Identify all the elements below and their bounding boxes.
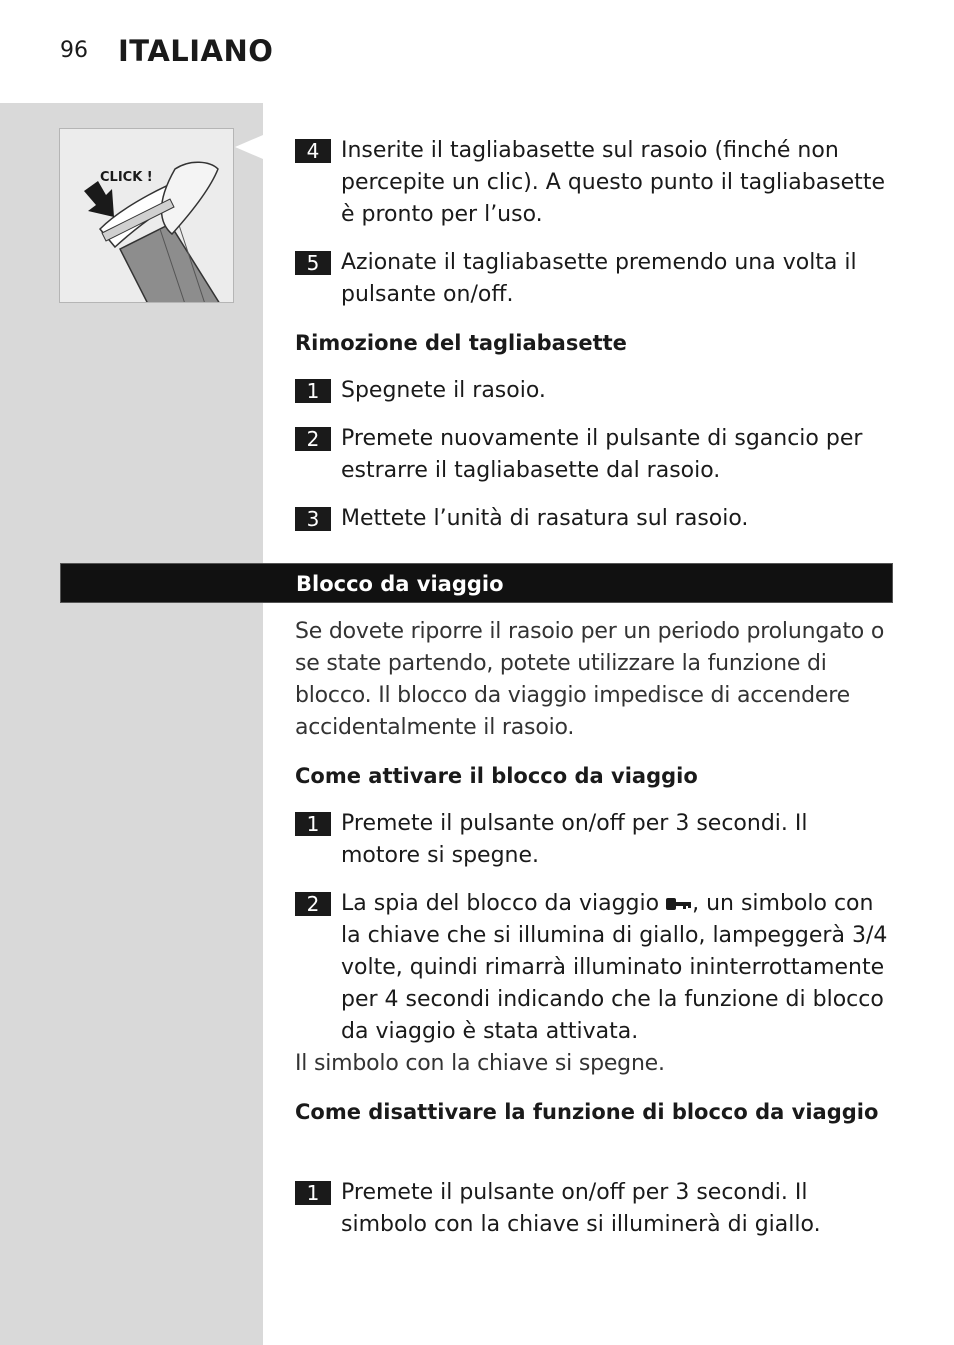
step-number: 1 xyxy=(295,379,331,403)
subheading-removal: Rimozione del tagliabasette xyxy=(295,331,627,355)
shaver-illustration xyxy=(59,128,234,303)
step-item xyxy=(295,1177,893,1241)
step-text: Mettete l’unità di rasatura sul rasoio. xyxy=(341,506,749,531)
step-number: 5 xyxy=(295,251,331,275)
subheading-activate: Come attivare il blocco da viaggio xyxy=(295,764,698,788)
step-text: Azionate il tagliabasette premendo una volta il pulsante on/off. xyxy=(341,250,857,307)
subheading-deactivate: Come disattivare la funzione di blocco da viaggio xyxy=(295,1100,879,1124)
page-number: 96 xyxy=(60,38,88,63)
step-number: 1 xyxy=(295,812,331,836)
step-item xyxy=(295,423,893,487)
language-heading: ITALIANO xyxy=(118,34,274,68)
step-number: 2 xyxy=(295,892,331,916)
step-number: 1 xyxy=(295,1181,331,1205)
step-number: 4 xyxy=(295,139,331,163)
step-text-part: , un simbolo con la chiave che si illumina di giallo, lampeggerà 3/4 volte, quindi rimarrà illuminato ininterrottamente per 4 secondi indicando che la funzione di blocco da viaggio è stata attivata. xyxy=(341,891,888,1044)
step-text: Premete nuovamente il pulsante di sgancio per estrarre il tagliabasette dal rasoio. xyxy=(341,426,863,483)
step-number: 3 xyxy=(295,507,331,531)
step-text: Inserite il tagliabasette sul rasoio (finché non percepite un clic). A questo punto il tagliabasette è pronto per l’uso. xyxy=(341,138,885,227)
step-item xyxy=(295,503,893,535)
key-icon xyxy=(666,897,692,911)
step-text: Premete il pulsante on/off per 3 secondi. Il motore si spegne. xyxy=(341,811,808,868)
section-band xyxy=(60,563,893,603)
step-text xyxy=(341,888,893,1048)
click-label: CLICK ! xyxy=(100,170,153,185)
note-paragraph: Il simbolo con la chiave si spegne. xyxy=(295,1051,665,1076)
section-title: Blocco da viaggio xyxy=(296,572,504,596)
step-text: Spegnete il rasoio. xyxy=(341,378,546,403)
step-item xyxy=(295,888,893,1048)
intro-paragraph: Se dovete riporre il rasoio per un periodo prolungato o se state partendo, potete utilizzare la funzione di blocco. Il blocco da viaggio impedisce di accendere accidentalmente il rasoio. xyxy=(295,619,885,740)
step-number: 2 xyxy=(295,427,331,451)
step-text-part: La spia del blocco da viaggio xyxy=(341,891,660,916)
step-item xyxy=(295,135,893,231)
step-item xyxy=(295,375,893,407)
step-item xyxy=(295,808,893,872)
trimmer-click-illustration xyxy=(60,129,234,303)
step-text: Premete il pulsante on/off per 3 secondi. Il simbolo con la chiave si illuminerà di giallo. xyxy=(341,1180,821,1237)
callout-pointer xyxy=(235,135,263,159)
step-item xyxy=(295,247,893,311)
